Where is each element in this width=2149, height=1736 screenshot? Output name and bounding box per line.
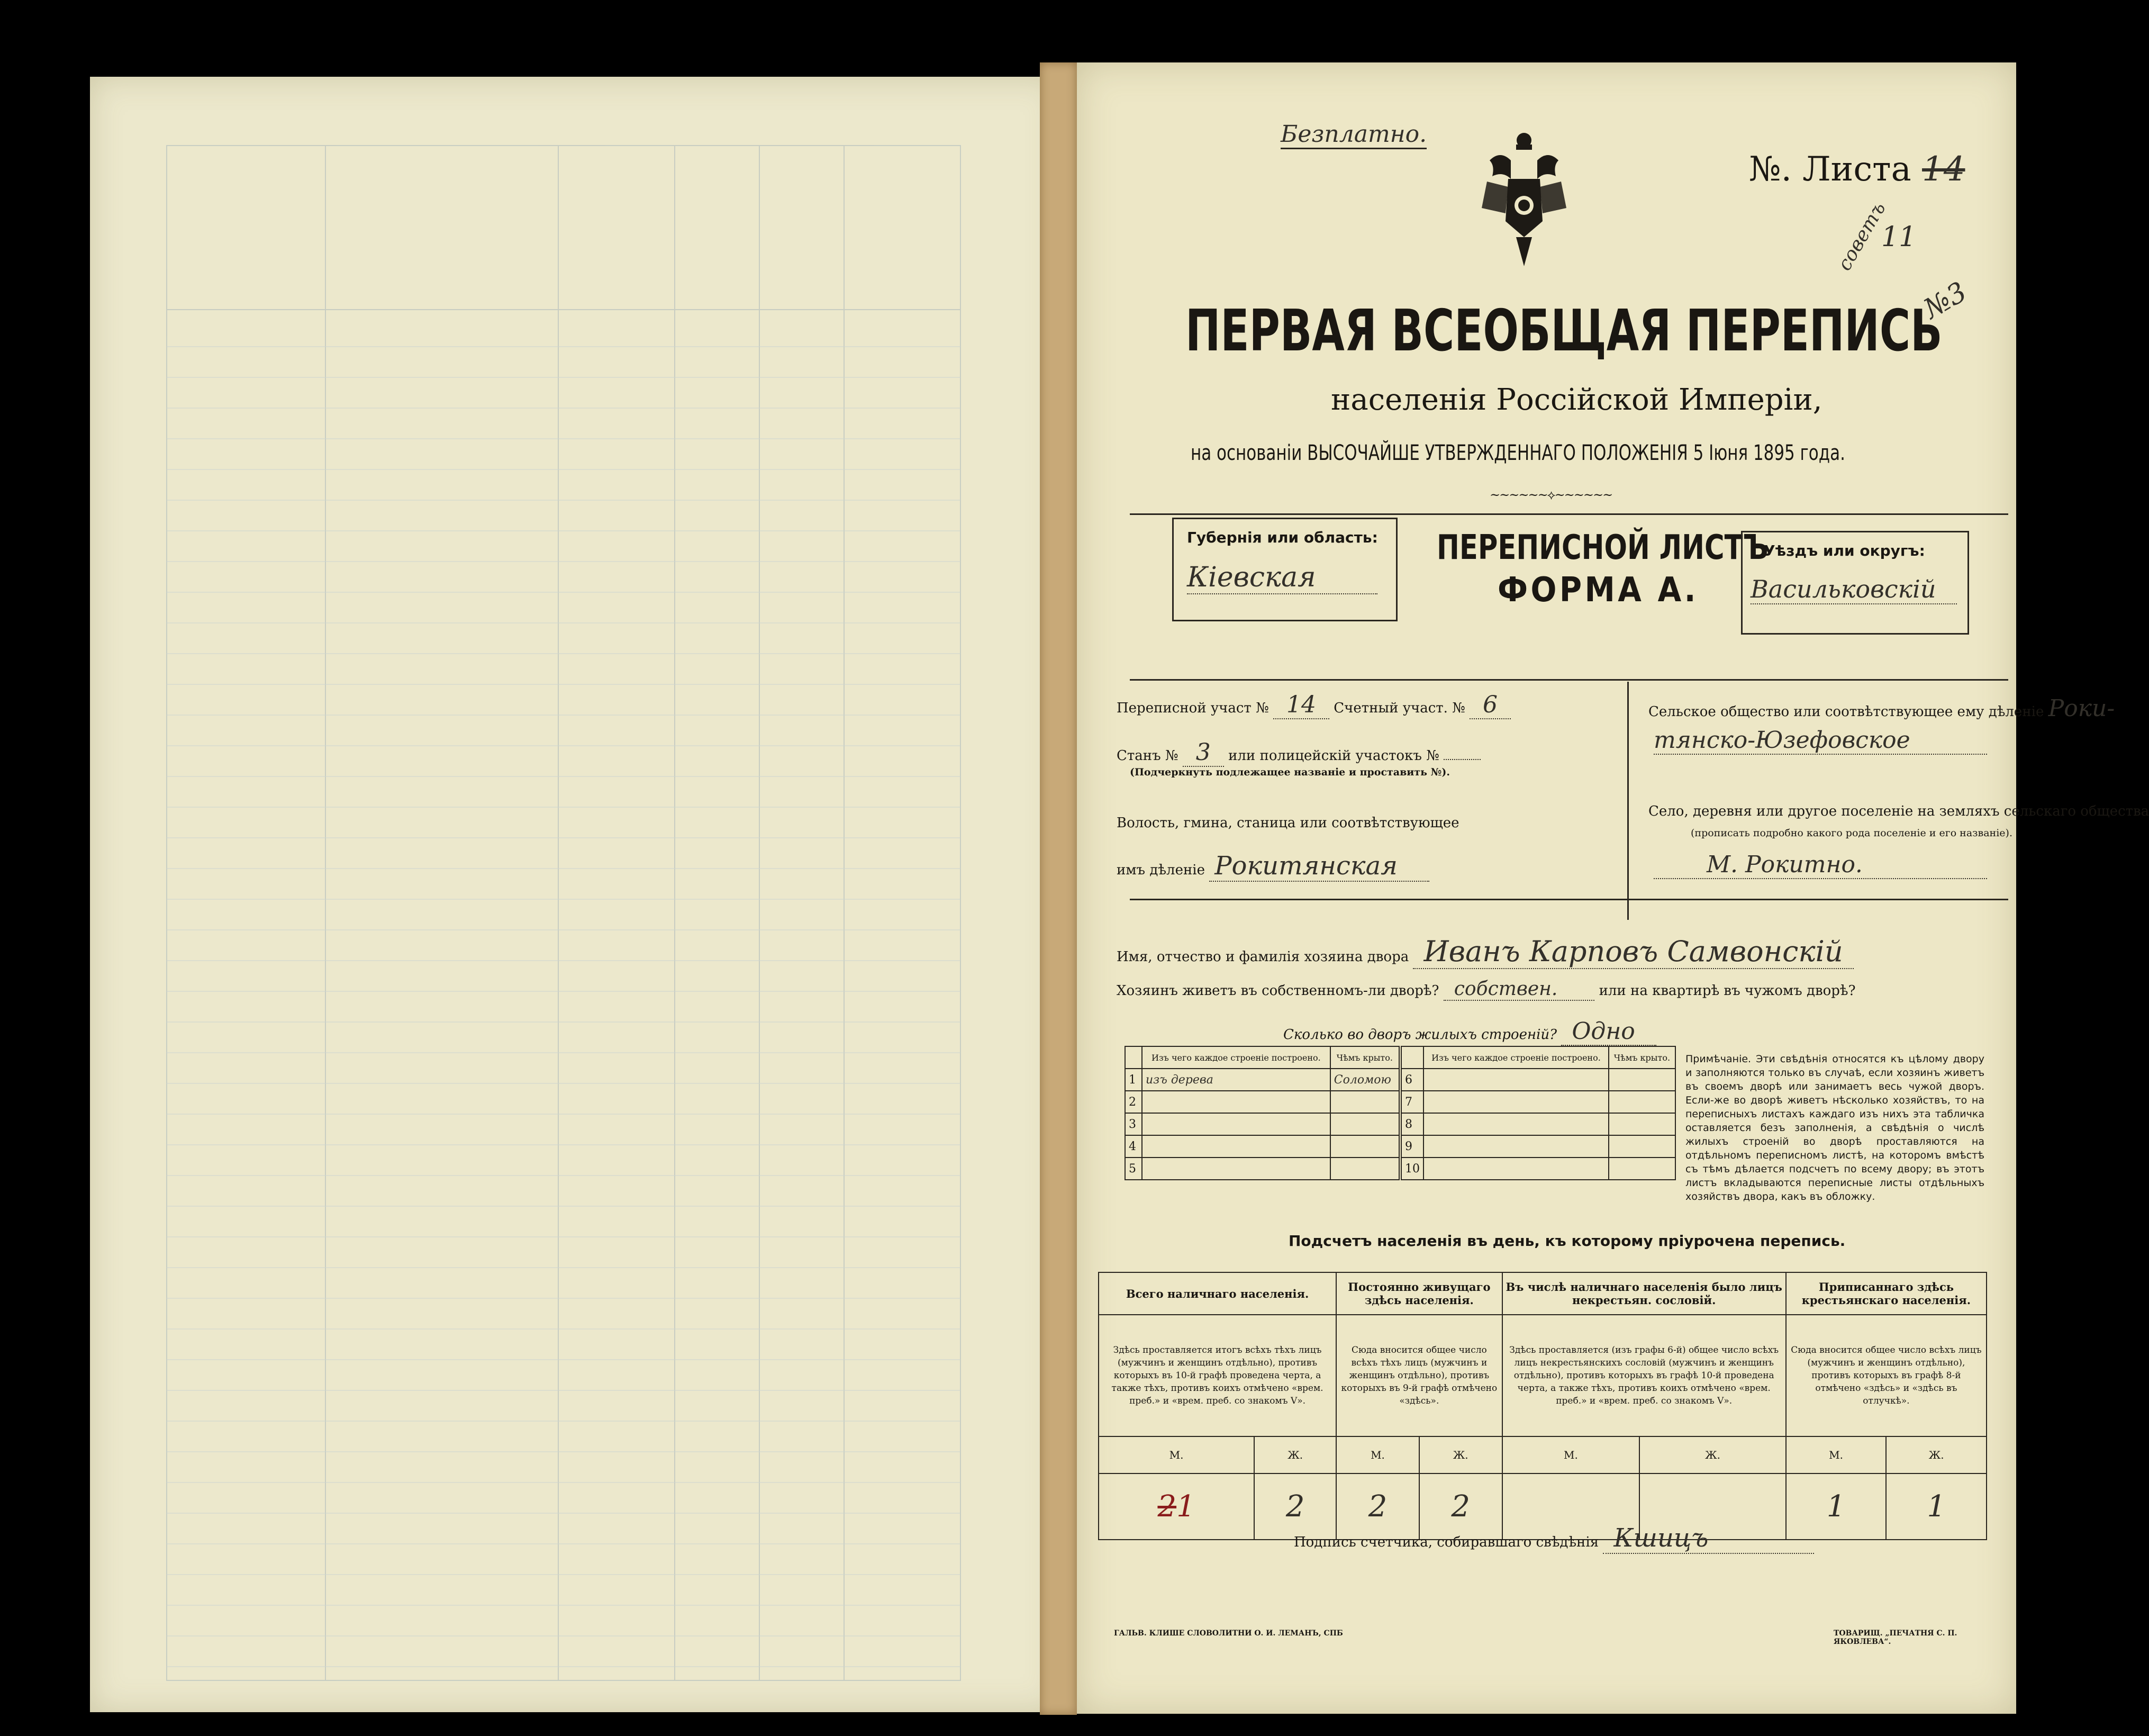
table-row: [1125, 1135, 1399, 1158]
male-header: М.: [1099, 1436, 1254, 1473]
tally-group-title: Всего наличнаго населенія.: [1099, 1272, 1336, 1315]
building-cell-material: [1423, 1091, 1609, 1113]
building-cell-n: 10: [1401, 1158, 1423, 1180]
table-row: [1401, 1135, 1675, 1158]
building-cell-roof: [1330, 1113, 1399, 1135]
double-headed-eagle-emblem: [1479, 129, 1569, 287]
tally-group-desc: Сюда вносится общее число всѣхъ лицъ (мужчинъ и женщинъ отдѣльно), противъ которыхъ въ графѣ 8-й отмѣчено «здѣсь» и «здѣсь въ отлучкѣ».: [1786, 1315, 1987, 1436]
tally-group-desc: Здѣсь проставляется итогъ всѣхъ тѣхъ лицъ (мужчинъ и женщинъ отдѣльно), противъ которыхъ въ 10-й графѣ проведена черта, а также тѣхъ, противъ коихъ отмѣчено «врем. преб.» и «врем. преб. со знакомъ V».: [1099, 1315, 1336, 1436]
census-unit-field: Переписной участ № 14 Счетный участ. № 6: [1117, 691, 1511, 718]
table-row: [1125, 1158, 1399, 1180]
volost-field: имъ дѣленіе Рокитянская: [1117, 851, 1429, 881]
female-header: Ж.: [1254, 1436, 1336, 1473]
building-cell-n: 4: [1125, 1135, 1142, 1158]
folio-mark: №3: [1918, 276, 1972, 326]
building-cell-roof: [1330, 1158, 1399, 1180]
page-title: ПЕРВАЯ ВСЕОБЩАЯ ПЕРЕПИСЬ: [1185, 298, 1943, 364]
building-cell-material: [1423, 1158, 1609, 1180]
male-header: М.: [1786, 1436, 1887, 1473]
society-field: Сельское общество или соотвѣтствующее ему дѣленіе Роки-: [1648, 695, 2115, 722]
faded-ruled-grid: [167, 146, 960, 1680]
building-cell-roof: [1330, 1091, 1399, 1113]
district-label: Уѣздъ или округъ:: [1764, 542, 1925, 559]
table-row: [1125, 1091, 1399, 1113]
building-cell-n: 6: [1401, 1069, 1423, 1091]
building-cell-material: [1142, 1158, 1330, 1180]
left-page: [90, 77, 1058, 1712]
population-tally-table: [1098, 1272, 1987, 1540]
printer-right: ТОВАРИЩ. „ПЕЧАТНЯ С. П. ЯКОВЛЕВА“.: [1834, 1629, 1957, 1646]
building-cell-material: [1423, 1113, 1609, 1135]
buildings-table-left: Изъ чего каждое строеніе построено. Чѣмъ крыто. 1 изъ дерева Соломою 2 3 4 5: [1125, 1046, 1400, 1180]
building-cell-roof: [1609, 1113, 1675, 1135]
male-header: М.: [1336, 1436, 1419, 1473]
female-count: 1: [1886, 1473, 1987, 1540]
corrected-value: 1: [1176, 1489, 1195, 1524]
table-row: [1401, 1113, 1675, 1135]
tally-heading: Подсчетъ населенія въ день, къ которому пріурочена перепись.: [1289, 1232, 1846, 1250]
tally-group-title: Приписаннаго здѣсь крестьянскаго населенія.: [1786, 1272, 1987, 1315]
crossed-value: 2: [1157, 1489, 1177, 1524]
province-box: [1172, 518, 1398, 621]
owner-field: Имя, отчество и фамилія хозяина двора Иванъ Карповъ Самвонскій: [1117, 935, 1854, 968]
tally-group-title: Въ числѣ наличнаго населенія было лицъ некрестьян. сословій.: [1502, 1272, 1786, 1315]
buildings-table-right: Изъ чего каждое строеніе построено. Чѣмъ крыто. 6 7 8 9 10: [1401, 1046, 1676, 1180]
building-cell-roof: [1609, 1091, 1675, 1113]
district-value: Васильковскій: [1751, 575, 1957, 604]
census-form-page: [1077, 62, 2149, 1714]
free-label: Безплатно.: [1281, 121, 1427, 149]
divider-line: [1130, 899, 2008, 900]
building-cell-roof: [1330, 1135, 1399, 1158]
building-cell-material: [1142, 1113, 1330, 1135]
province-label: Губернія или область:: [1187, 529, 1378, 546]
village-value: М. Рокитно.: [1654, 851, 1987, 879]
table-row: [1125, 1113, 1399, 1135]
building-cell-roof: [1609, 1069, 1675, 1091]
female-header: Ж.: [1419, 1436, 1502, 1473]
building-cell-material: [1142, 1135, 1330, 1158]
building-cell-material: изъ дерева: [1142, 1069, 1330, 1091]
volost-label-1: Волость, гмина, станица или соотвѣтствующее: [1117, 815, 1459, 831]
building-cell-n: 1: [1125, 1069, 1142, 1091]
table-row: [1401, 1091, 1675, 1113]
ornament: ~~~~~~⟡~~~~~~: [1490, 487, 1612, 502]
book-spine: [1040, 62, 1077, 1715]
building-cell-n: 9: [1401, 1135, 1423, 1158]
form-letter: ФОРМА А.: [1498, 571, 1699, 610]
stan-field: Станъ № 3 или полицейскій участокъ №: [1117, 739, 1481, 766]
village-label: Село, деревня или другое поселеніе на земляхъ сельскаго общества: [1648, 803, 2149, 819]
building-cell-n: 2: [1125, 1091, 1142, 1113]
building-cell-n: 7: [1401, 1091, 1423, 1113]
building-cell-roof: Соломою: [1330, 1069, 1399, 1091]
female-count: 2: [1419, 1473, 1502, 1540]
underline-note: (Подчеркнуть подлежащее названіе и проставить №).: [1130, 766, 1450, 778]
sheet-number-label: №. Листа 14: [1749, 150, 1965, 189]
building-cell-material: [1142, 1091, 1330, 1113]
tally-group-desc: Сюда вносится общее число всѣхъ тѣхъ лицъ (мужчинъ и женщинъ отдѣльно), противъ которыхъ въ 9-й графѣ отмѣчено «здѣсь».: [1336, 1315, 1502, 1436]
residence-field: Хозяинъ живетъ въ собственномъ-ли дворѣ? собствен. или на квартирѣ въ чужомъ дворѣ?: [1117, 978, 1856, 1000]
male-count: 1: [1786, 1473, 1887, 1540]
district-box: [1741, 531, 1969, 635]
table-row: [1401, 1069, 1675, 1091]
note-text: Примѣчаніе. Эти свѣдѣнія относятся къ цѣлому двору и заполняются только въ случаѣ, если хозяинъ живетъ въ своемъ дворѣ или занимаетъ весь чужой дворъ. Если-же во дворѣ живетъ нѣсколько хозяйствъ, то на переписныхъ листахъ каждаго изъ нихъ эта табличка оставляется безъ заполненія, а свѣдѣнія о числѣ жилыхъ строеній во дворѣ проставляются на отдѣльномъ переписномъ листѣ, на которомъ вмѣстѣ съ тѣмъ дѣлается подсчетъ по всему двору; въ этотъ листъ вкладываются переписные листы отдѣльныхъ хозяйствъ двора, какъ въ обложку.: [1685, 1053, 1984, 1202]
male-header: М.: [1502, 1436, 1640, 1473]
male-count: [1099, 1473, 1254, 1540]
building-cell-n: 5: [1125, 1158, 1142, 1180]
female-count: 2: [1254, 1473, 1336, 1540]
building-cell-material: [1423, 1069, 1609, 1091]
form-name: ПЕРЕПИСНОЙ ЛИСТЪ: [1437, 528, 1769, 567]
printer-left: ГАЛЬВ. КЛИШЕ СЛОВОЛИТНИ О. И. ЛЕМАНЪ, СПБ: [1114, 1629, 1343, 1638]
province-value: Кіевская: [1187, 562, 1377, 594]
building-cell-n: 8: [1401, 1113, 1423, 1135]
fields-divider: [1627, 682, 1629, 920]
building-cell-roof: [1609, 1135, 1675, 1158]
building-cell-roof: [1609, 1158, 1675, 1180]
sheet-number-corrected: 11: [1881, 221, 1917, 253]
tally-group-desc: Здѣсь проставляется (изъ графы 6-й) общее число всѣхъ лицъ некрестьянскихъ сословій (мужчинъ и женщинъ отдѣльно), противъ которыхъ въ графѣ 10-й проведена черта, а также тѣхъ, противъ коихъ отмѣчено «врем. преб.» и «врем. преб. со знакомъ V».: [1502, 1315, 1786, 1436]
tally-group-title: Постоянно живущаго здѣсь населенія.: [1336, 1272, 1502, 1315]
subtitle: населенія Россійской Имперіи,: [1331, 383, 1822, 417]
regulation-line: на основаніи ВЫСОЧАЙШЕ УТВЕРЖДЕННАГО ПОЛОЖЕНІЯ 5 Іюня 1895 года.: [1191, 441, 1845, 465]
signature-field: Подпись счетчика, собиравшаго свѣдѣнія Кшицъ: [1294, 1523, 1814, 1553]
female-header: Ж.: [1886, 1436, 1987, 1473]
village-note: (прописать подробно какого рода поселеніе и его названіе).: [1691, 827, 2012, 839]
table-row: [1125, 1069, 1399, 1091]
male-count: 2: [1336, 1473, 1419, 1540]
building-cell-material: [1423, 1135, 1609, 1158]
building-cell-n: 3: [1125, 1113, 1142, 1135]
side-note: советъ: [1834, 198, 1890, 275]
society-value: тянско-Юзефовское: [1654, 727, 1987, 755]
buildings-field: Сколько во дворъ жилыхъ строеній? Одно: [1283, 1018, 1656, 1045]
table-row: [1401, 1158, 1675, 1180]
female-header: Ж.: [1639, 1436, 1785, 1473]
